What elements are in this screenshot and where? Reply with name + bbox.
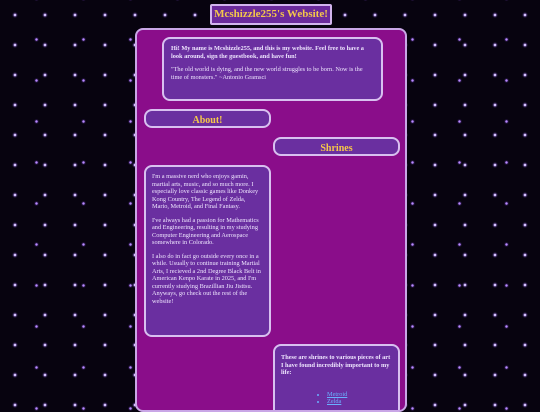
shrines-box bbox=[273, 344, 400, 412]
shrines-description: These are shrines to various pieces of art I have found incredibly important to my life: bbox=[281, 354, 391, 376]
shrines-heading: Shrines bbox=[273, 137, 400, 156]
shrines-list bbox=[281, 391, 392, 406]
intro-box bbox=[162, 37, 383, 101]
about-paragraph: I've always had a passion for Mathematics and Engineering, resulting in my studying Computer Engineering and Aerospace somewhere in Colorado. bbox=[152, 216, 259, 246]
main-panel bbox=[135, 28, 407, 412]
welcome-text: Hi! My name is Mcshizzle255, and this is my website. Feel free to have a look around, sign the guestbook, and have fun! bbox=[171, 45, 364, 60]
quote-text: "The old world is dying, and the new world struggles to be born. Now is the time of monsters." ~Antonio Gramsci bbox=[171, 66, 363, 81]
site-title: Mcshizzle255's Website! bbox=[210, 4, 332, 25]
about-heading: About! bbox=[144, 109, 271, 128]
shrine-link-metroid[interactable]: • Metroid bbox=[327, 391, 392, 399]
about-paragraph: I also do in fact go outside every once in a while. Usually to continue training Martial Arts, I recieved a 2nd Degree Black Belt in American Kenpo Karate in 2025, and I'm currently studying Brazillian Jiu Jisttsu. Anyways, go check out the rest of the website! bbox=[152, 252, 261, 305]
shrine-link-zelda[interactable]: • Zelda bbox=[327, 398, 392, 406]
about-paragraph: I'm a massive nerd who enjoys gamin, martial arts, music, and so much more. I especially love classic games like Donkey Kong Country, The Legend of Zelda, Mario, Metroid, and Final Fantasy. bbox=[152, 173, 259, 210]
about-box bbox=[144, 165, 271, 337]
